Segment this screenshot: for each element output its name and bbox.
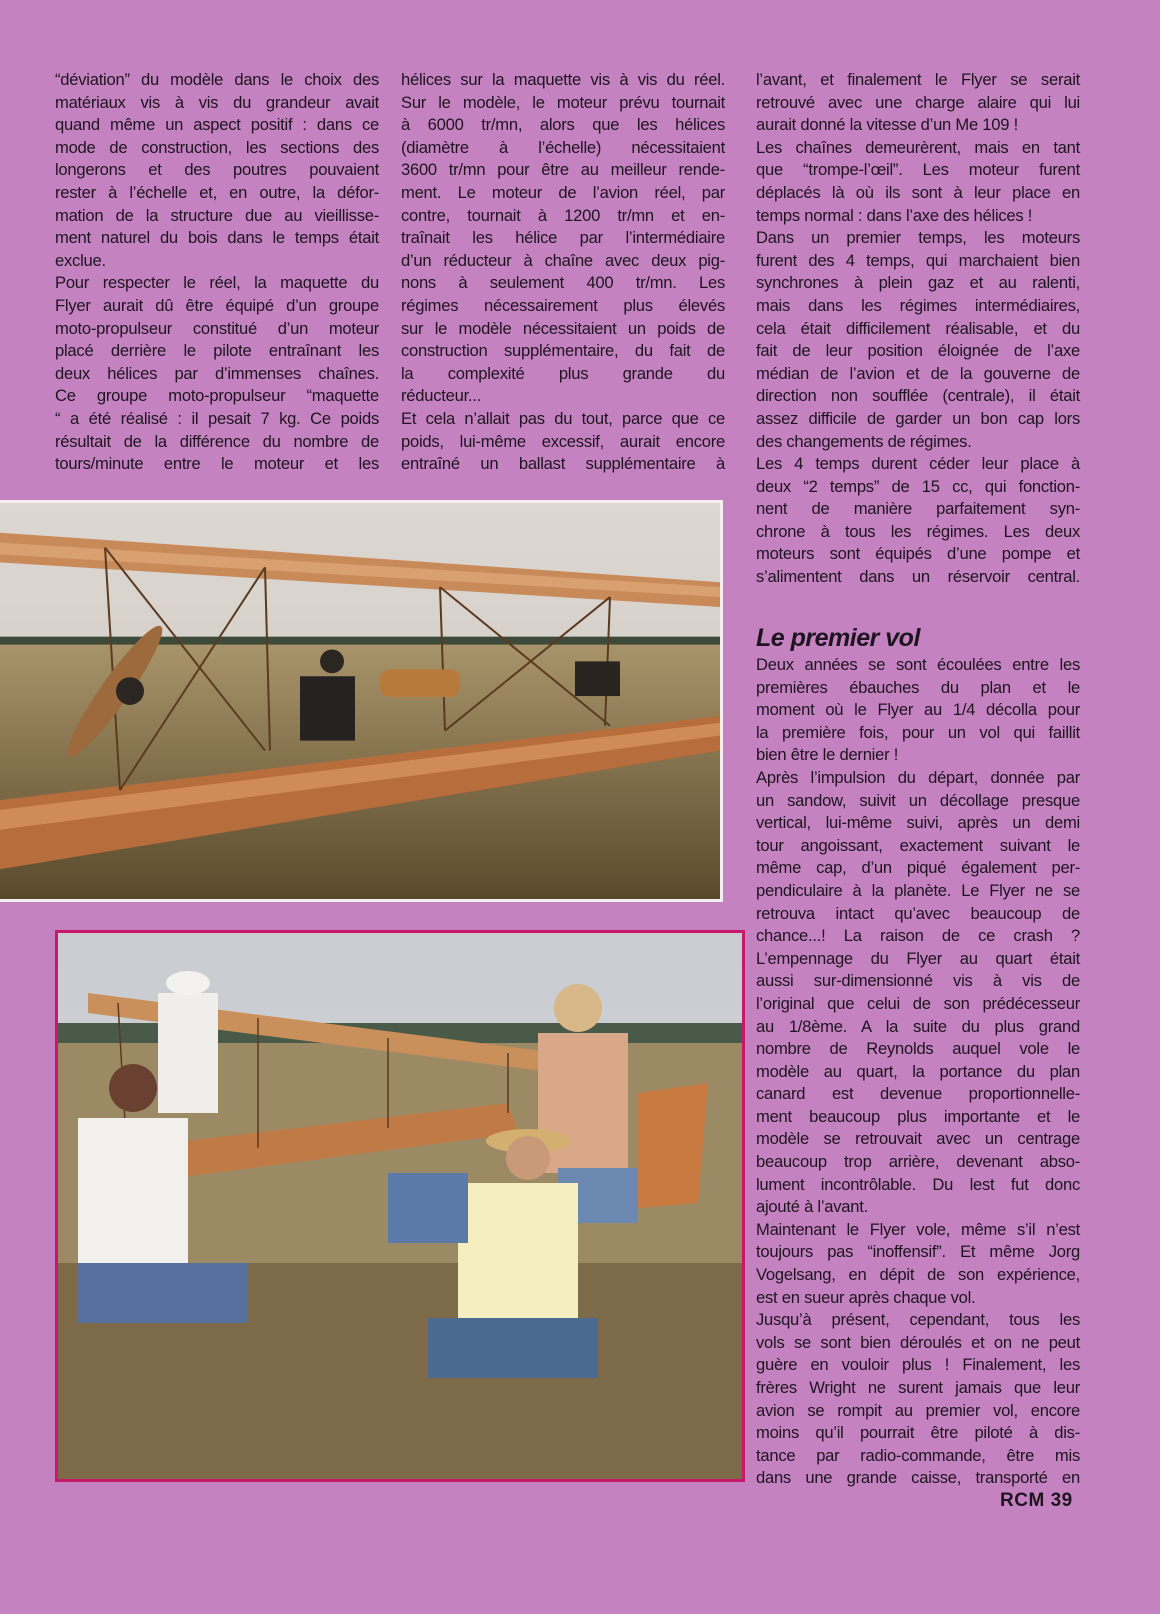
magazine-name: RCM bbox=[1000, 1490, 1045, 1511]
text-line: contre, tournait à 1200 tr/mn et en- bbox=[401, 205, 725, 225]
text-line: est en sueur après chaque vol. bbox=[756, 1287, 976, 1307]
photo-team-around-model bbox=[55, 930, 745, 1482]
text-line: assez difficile de garder un bon cap lors bbox=[756, 408, 1080, 428]
text-line: furent des 4 temps, qui marchaient bien bbox=[756, 250, 1080, 270]
text-line: synchrones à plein gaz et au ralenti, bbox=[756, 273, 1080, 293]
text-line: deux hélices par d’immenses chaînes. bbox=[55, 363, 379, 383]
text-line: Pour respecter le réel, la maquette du bbox=[55, 273, 379, 293]
text-line: déplacés là où ils sont à leur place en bbox=[756, 182, 1080, 202]
text-line: résultait de la différence du nombre de bbox=[55, 431, 379, 451]
text-line: matériaux vis à vis du grandeur avait bbox=[55, 92, 379, 112]
text-line: vertical, lui-même suivi, après un demi bbox=[756, 813, 1080, 833]
text-column-3-continued bbox=[756, 654, 1080, 1490]
page-footer bbox=[1000, 1490, 1073, 1512]
text-line: dans une grande caisse, transporté en bbox=[756, 1468, 1080, 1488]
page-number: 39 bbox=[1050, 1490, 1073, 1511]
text-line: ment. Le moteur de l’avion réel, par bbox=[401, 182, 725, 202]
text-line: tour angoissant, exactement suivant le bbox=[756, 835, 1080, 855]
text-line: Les chaînes demeurèrent, mais en tant bbox=[756, 137, 1080, 157]
text-line: nombre de Reynolds auquel vole le bbox=[756, 1039, 1080, 1059]
text-line: retrouvé avec une charge alaire qui lui bbox=[756, 92, 1080, 112]
text-line: chrone à tous les régimes. Les deux bbox=[756, 521, 1080, 541]
text-line: pendiculaire à la planète. Le Flyer ne se bbox=[756, 880, 1080, 900]
text-line: longerons et des poutres pouvaient bbox=[55, 160, 379, 180]
text-line: ment beaucoup plus importante et le bbox=[756, 1106, 1080, 1126]
text-line: nent de manière parfaitement syn- bbox=[756, 499, 1080, 519]
text-line: au 1/8ème. A la suite du plus grand bbox=[756, 1016, 1080, 1036]
text-line: sur le modèle nécessitaient un poids de bbox=[401, 318, 725, 338]
text-line: ajouté à l’avant. bbox=[756, 1197, 868, 1217]
text-line: à 6000 tr/mn, alors que les hélices bbox=[401, 115, 725, 135]
text-line: l’original que celui de son prédécesseur bbox=[756, 993, 1080, 1013]
text-line: médian de l’avion et de la gouverne de bbox=[756, 363, 1080, 383]
text-line: des changements de régimes. bbox=[756, 431, 972, 451]
text-line: Dans un premier temps, les moteurs bbox=[756, 228, 1080, 248]
text-column-2 bbox=[401, 69, 725, 476]
text-line: direction non soufflée (centrale), il était bbox=[756, 386, 1080, 406]
text-line: mais dans les régimes intermédiaires, bbox=[756, 295, 1080, 315]
text-line: modèle au quart, la portance du plan bbox=[756, 1061, 1080, 1081]
text-line: traînait les hélice par l’intermédiaire bbox=[401, 228, 725, 248]
text-line: tance par radio-commande, être mis bbox=[756, 1445, 1080, 1465]
text-line: beaucoup trop arrière, devenant abso- bbox=[756, 1152, 1080, 1172]
text-line: modèle se retrouvait avec un centrage bbox=[756, 1129, 1080, 1149]
text-line: tours/minute entre le moteur et les bbox=[55, 454, 379, 474]
text-line: entraîné un ballast supplémentaire à bbox=[401, 454, 725, 474]
text-line: “ a été réalisé : il pesait 7 kg. Ce poids bbox=[55, 408, 379, 428]
text-line: mation de la structure due au vieillisse- bbox=[55, 205, 379, 225]
text-line: la complexité plus grande du bbox=[401, 363, 725, 383]
text-line: moto-propulseur constitué d’un moteur bbox=[55, 318, 379, 338]
text-line: poids, lui-même excessif, aurait encore bbox=[401, 431, 725, 451]
text-line: ment naturel du bois dans le temps était bbox=[55, 228, 379, 248]
text-column-1 bbox=[55, 69, 379, 476]
text-line: vols se sont bien déroulés et on ne peut bbox=[756, 1332, 1080, 1352]
text-line: même cap, d’un piqué également per- bbox=[756, 858, 1080, 878]
text-line: moins qu’il pourrait être piloté à dis- bbox=[756, 1423, 1080, 1443]
text-line: la première fois, pour un vol qui faillit bbox=[756, 722, 1080, 742]
text-line: Ce groupe moto-propulseur “maquette bbox=[55, 386, 379, 406]
text-line: lument incontrôlable. Du lest fut donc bbox=[756, 1174, 1080, 1194]
text-line: chance...! La raison de ce crash ? bbox=[756, 926, 1080, 946]
text-line: moment où le Flyer au 1/4 décolla pour bbox=[756, 700, 1080, 720]
text-line: Sur le modèle, le moteur prévu tournait bbox=[401, 92, 725, 112]
text-line: Maintenant le Flyer vole, même s’il n’est bbox=[756, 1219, 1080, 1239]
text-line: régimes nécessairement plus élevés bbox=[401, 295, 725, 315]
text-line: Vogelsang, en dépit de son expérience, bbox=[756, 1265, 1080, 1285]
text-line: s’alimentent dans un réservoir central. bbox=[756, 567, 1080, 587]
text-line: premières ébauches du plan et le bbox=[756, 677, 1080, 697]
text-line: Après l’impulsion du départ, donnée par bbox=[756, 767, 1080, 787]
text-line: quand même un aspect positif : dans ce bbox=[55, 115, 379, 135]
text-line: exclue. bbox=[55, 250, 106, 270]
text-line: toujours pas “inoffensif”. Et même Jorg bbox=[756, 1242, 1080, 1262]
text-line: L’empennage du Flyer au quart était bbox=[756, 948, 1080, 968]
photo-flyer-biplane-on-field bbox=[0, 500, 723, 902]
text-line: deux “2 temps” de 15 cc, qui fonction- bbox=[756, 476, 1080, 496]
text-line: moteurs sont équipés d’une pompe et bbox=[756, 544, 1080, 564]
text-line: fait de leur position éloignée de l’axe bbox=[756, 341, 1080, 361]
section-heading: Le premier vol bbox=[756, 624, 920, 652]
text-line: Les 4 temps durent céder leur place à bbox=[756, 454, 1080, 474]
text-line: retrouva intact qu’avec beaucoup de bbox=[756, 903, 1080, 923]
text-line: “déviation” du modèle dans le choix des bbox=[55, 70, 379, 89]
text-column-3 bbox=[756, 69, 1080, 589]
text-line: l’avant, et finalement le Flyer se serait bbox=[756, 70, 1080, 89]
text-line: cela était difficilement réalisable, et du bbox=[756, 318, 1080, 338]
text-line: bien être le dernier ! bbox=[756, 745, 899, 765]
text-line: Deux années se sont écoulées entre les bbox=[756, 655, 1080, 674]
text-line: aurait donné la vitesse d’un Me 109 ! bbox=[756, 115, 1018, 135]
text-line: rester à l’échelle et, en outre, la défor- bbox=[55, 182, 379, 202]
text-line: hélices sur la maquette vis à vis du réel. bbox=[401, 70, 725, 89]
text-line: nons à seulement 400 tr/mn. Les bbox=[401, 273, 725, 293]
text-line: Et cela n’allait pas du tout, parce que ce bbox=[401, 408, 725, 428]
text-line: frères Wright ne surent jamais que leur bbox=[756, 1378, 1080, 1397]
text-line: aussi sur-dimensionné vis à vis de bbox=[756, 971, 1080, 991]
text-line: mode de construction, les sections des bbox=[55, 137, 379, 157]
text-line: que “trompe-l’œil”. Les moteur furent bbox=[756, 160, 1080, 180]
text-line: un sandow, suivit un décollage presque bbox=[756, 790, 1080, 810]
text-line: construction supplémentaire, du fait de bbox=[401, 341, 725, 361]
text-line: réducteur... bbox=[401, 386, 482, 406]
text-line: temps normal : dans l’axe des hélices ! bbox=[756, 205, 1033, 225]
text-line: d’un réducteur à chaîne avec deux pig- bbox=[401, 250, 725, 270]
text-line: guère en vouloir plus ! Finalement, les bbox=[756, 1355, 1080, 1375]
text-line: Flyer aurait dû être équipé d’un groupe bbox=[55, 295, 379, 315]
text-line: canard est devenue proportionnelle- bbox=[756, 1084, 1080, 1104]
text-line: (diamètre à l’échelle) nécessitaient bbox=[401, 137, 725, 157]
text-line: Jusqu’à présent, cependant, tous les bbox=[756, 1310, 1080, 1330]
text-line: placé derrière le pilote entraînant les bbox=[55, 341, 379, 361]
text-line: avion se rompit au premier vol, encore bbox=[756, 1400, 1080, 1420]
text-line: 3600 tr/mn pour être au meilleur rende- bbox=[401, 160, 725, 180]
